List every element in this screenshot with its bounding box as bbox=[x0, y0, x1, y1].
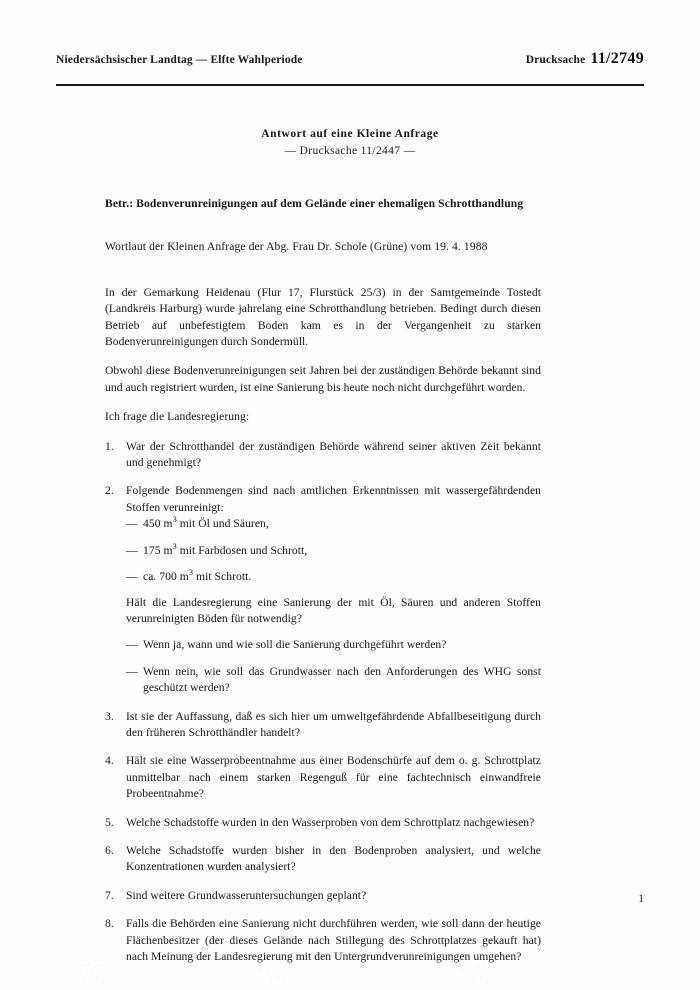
soil-amount-unit: m bbox=[163, 543, 173, 557]
question-text: Sind weitere Grundwasseruntersuchungen geplant? bbox=[126, 888, 367, 902]
header-divider-rule bbox=[56, 84, 644, 86]
dash-marker: — bbox=[126, 570, 138, 584]
question-item bbox=[105, 439, 541, 472]
question-item bbox=[105, 753, 541, 802]
intro-paragraph-1: In der Gemarkung Heidenau (Flur 17, Flurstück 25/3) in der Samtgemeinde Tostedt (Landkreis Harburg) wurde jahrelang eine Schrotthandlung betrieben. Bedingt durch diesen Betrieb auf unbefestigtem Boden kam es in der Vergangenheit zu starken Bodenverunreinigungen durch Sondermüll. bbox=[105, 285, 541, 349]
dash-marker: — bbox=[126, 638, 138, 652]
dash-marker: — bbox=[126, 543, 138, 557]
question-text: War der Schrotthandel der zuständigen Behörde während seiner aktiven Zeit bekannt und genehmigt? bbox=[126, 439, 541, 470]
scan-artifact-left bbox=[78, 962, 108, 984]
soil-amount-item bbox=[126, 516, 541, 532]
questions-list bbox=[105, 439, 541, 966]
question-item bbox=[105, 815, 541, 831]
question-follow-up: Hält die Landesregierung eine Sanierung der mit Öl, Säuren und anderen Stoffen verunreinigten Böden für notwendig? bbox=[126, 595, 541, 625]
condition-text: Wenn nein, wie soll das Grundwasser nach den Anforderungen des WHG sonst geschützt werden? bbox=[143, 664, 541, 695]
soil-amounts-list bbox=[126, 516, 541, 532]
question-item bbox=[105, 916, 541, 965]
document-header bbox=[56, 50, 644, 68]
soil-amount-unit: m bbox=[179, 570, 189, 584]
question-item bbox=[105, 888, 541, 904]
document-subtitle-reference: — Drucksache 11/2447 — bbox=[284, 145, 416, 157]
header-drucksache bbox=[526, 50, 644, 68]
soil-amount-value: ca. 700 bbox=[143, 570, 177, 584]
question-item bbox=[105, 709, 541, 742]
question-text: Welche Schadstoffe wurden bisher in den Bodenproben analysiert, und welche Konzentrationen wurden analysiert? bbox=[126, 843, 541, 874]
soil-amount-exponent: 3 bbox=[172, 541, 177, 551]
question-text: Falls die Behörden eine Sanierung nicht durchführen werden, wie soll dann der heutige Flächenbesitzer (der dieses Gelände nach Stillegung des Schrottplatzes gekauft hat) nach Meinung der Landesregierung mit den Untergrundverunreinigungen umgehen? bbox=[126, 917, 541, 963]
soil-amount-description: mit Schrott. bbox=[196, 570, 252, 584]
document-body bbox=[105, 196, 541, 965]
question-number: 2. bbox=[105, 484, 114, 498]
document-title: Antwort auf eine Kleine Anfrage bbox=[261, 128, 439, 140]
soil-amount-value: 450 bbox=[143, 517, 161, 531]
question-number: 7. bbox=[105, 888, 114, 902]
page-number: 1 bbox=[638, 893, 644, 905]
intro-paragraph-2: Obwohl diese Bodenverunreinigungen seit Jahren bei der zuständigen Behörde bekannt sind und auch registriert wurden, ist eine Sanierung bis heute noch nicht durchgeführt worden. bbox=[105, 364, 541, 394]
question-text: Folgende Bodenmengen sind nach amtlichen Erkenntnissen mit wassergefährdenden Stoffen verunreinigt: bbox=[126, 484, 541, 514]
question-number: 1. bbox=[105, 439, 114, 453]
question-number: 6. bbox=[105, 843, 114, 857]
soil-amount-item bbox=[126, 543, 541, 559]
drucksache-number: 11/2749 bbox=[590, 50, 644, 67]
soil-amount-item bbox=[126, 569, 541, 585]
soil-amount-description: mit Farbdosen und Schrott, bbox=[179, 543, 308, 557]
question-text: Hält sie eine Wasserprobeentnahme aus einer Bodenschürfe auf dem o. g. Schrottplatz unmittelbar nach einem starken Regenguß für eine fachtechnisch einwandfreie Probeentnahme? bbox=[126, 754, 541, 801]
dash-marker: — bbox=[126, 664, 138, 678]
question-number: 4. bbox=[105, 754, 114, 768]
drucksache-label: Drucksache bbox=[525, 54, 586, 66]
soil-amount-exponent: 3 bbox=[172, 515, 177, 525]
question-text: Ist sie der Auffassung, daß es sich hier um umweltgefährdende Abfallbeseitigung durch den früheren Schrotthändler handelt? bbox=[126, 709, 541, 739]
soil-amount-unit: m bbox=[163, 517, 173, 531]
question-number: 5. bbox=[105, 815, 114, 829]
wortlaut-line: Wortlaut der Kleinen Anfrage der Abg. Frau Dr. Schole (Grüne) vom 19. 4. 1988 bbox=[105, 240, 488, 254]
question-text: Welche Schadstoffe wurden in den Wasserproben von dem Schrottplatz nachgewiesen? bbox=[126, 815, 535, 829]
conditions-list bbox=[126, 637, 541, 696]
question-number: 8. bbox=[105, 917, 114, 931]
soil-amount-description: mit Öl und Säuren, bbox=[179, 517, 269, 531]
condition-item bbox=[126, 664, 541, 697]
soil-amount-value: 175 bbox=[143, 543, 161, 557]
title-block bbox=[0, 128, 700, 157]
condition-item bbox=[126, 637, 541, 653]
question-number: 3. bbox=[105, 709, 114, 723]
soil-amount-exponent: 3 bbox=[188, 568, 194, 578]
header-parliament-title: Niedersächsischer Landtag — Elfte Wahlperiode bbox=[56, 54, 303, 66]
subject-line: Betr.: Bodenverunreinigungen auf dem Gelände einer ehemaligen Schrotthandlung bbox=[105, 197, 524, 210]
condition-text: Wenn ja, wann und wie soll die Sanierung durchgeführt werden? bbox=[143, 638, 447, 652]
dash-marker: — bbox=[126, 517, 138, 531]
question-item bbox=[105, 843, 541, 876]
soil-amounts-list-continued bbox=[126, 543, 541, 586]
questions-lead-in: Ich frage die Landesregierung: bbox=[105, 410, 250, 424]
question-item bbox=[105, 483, 541, 696]
